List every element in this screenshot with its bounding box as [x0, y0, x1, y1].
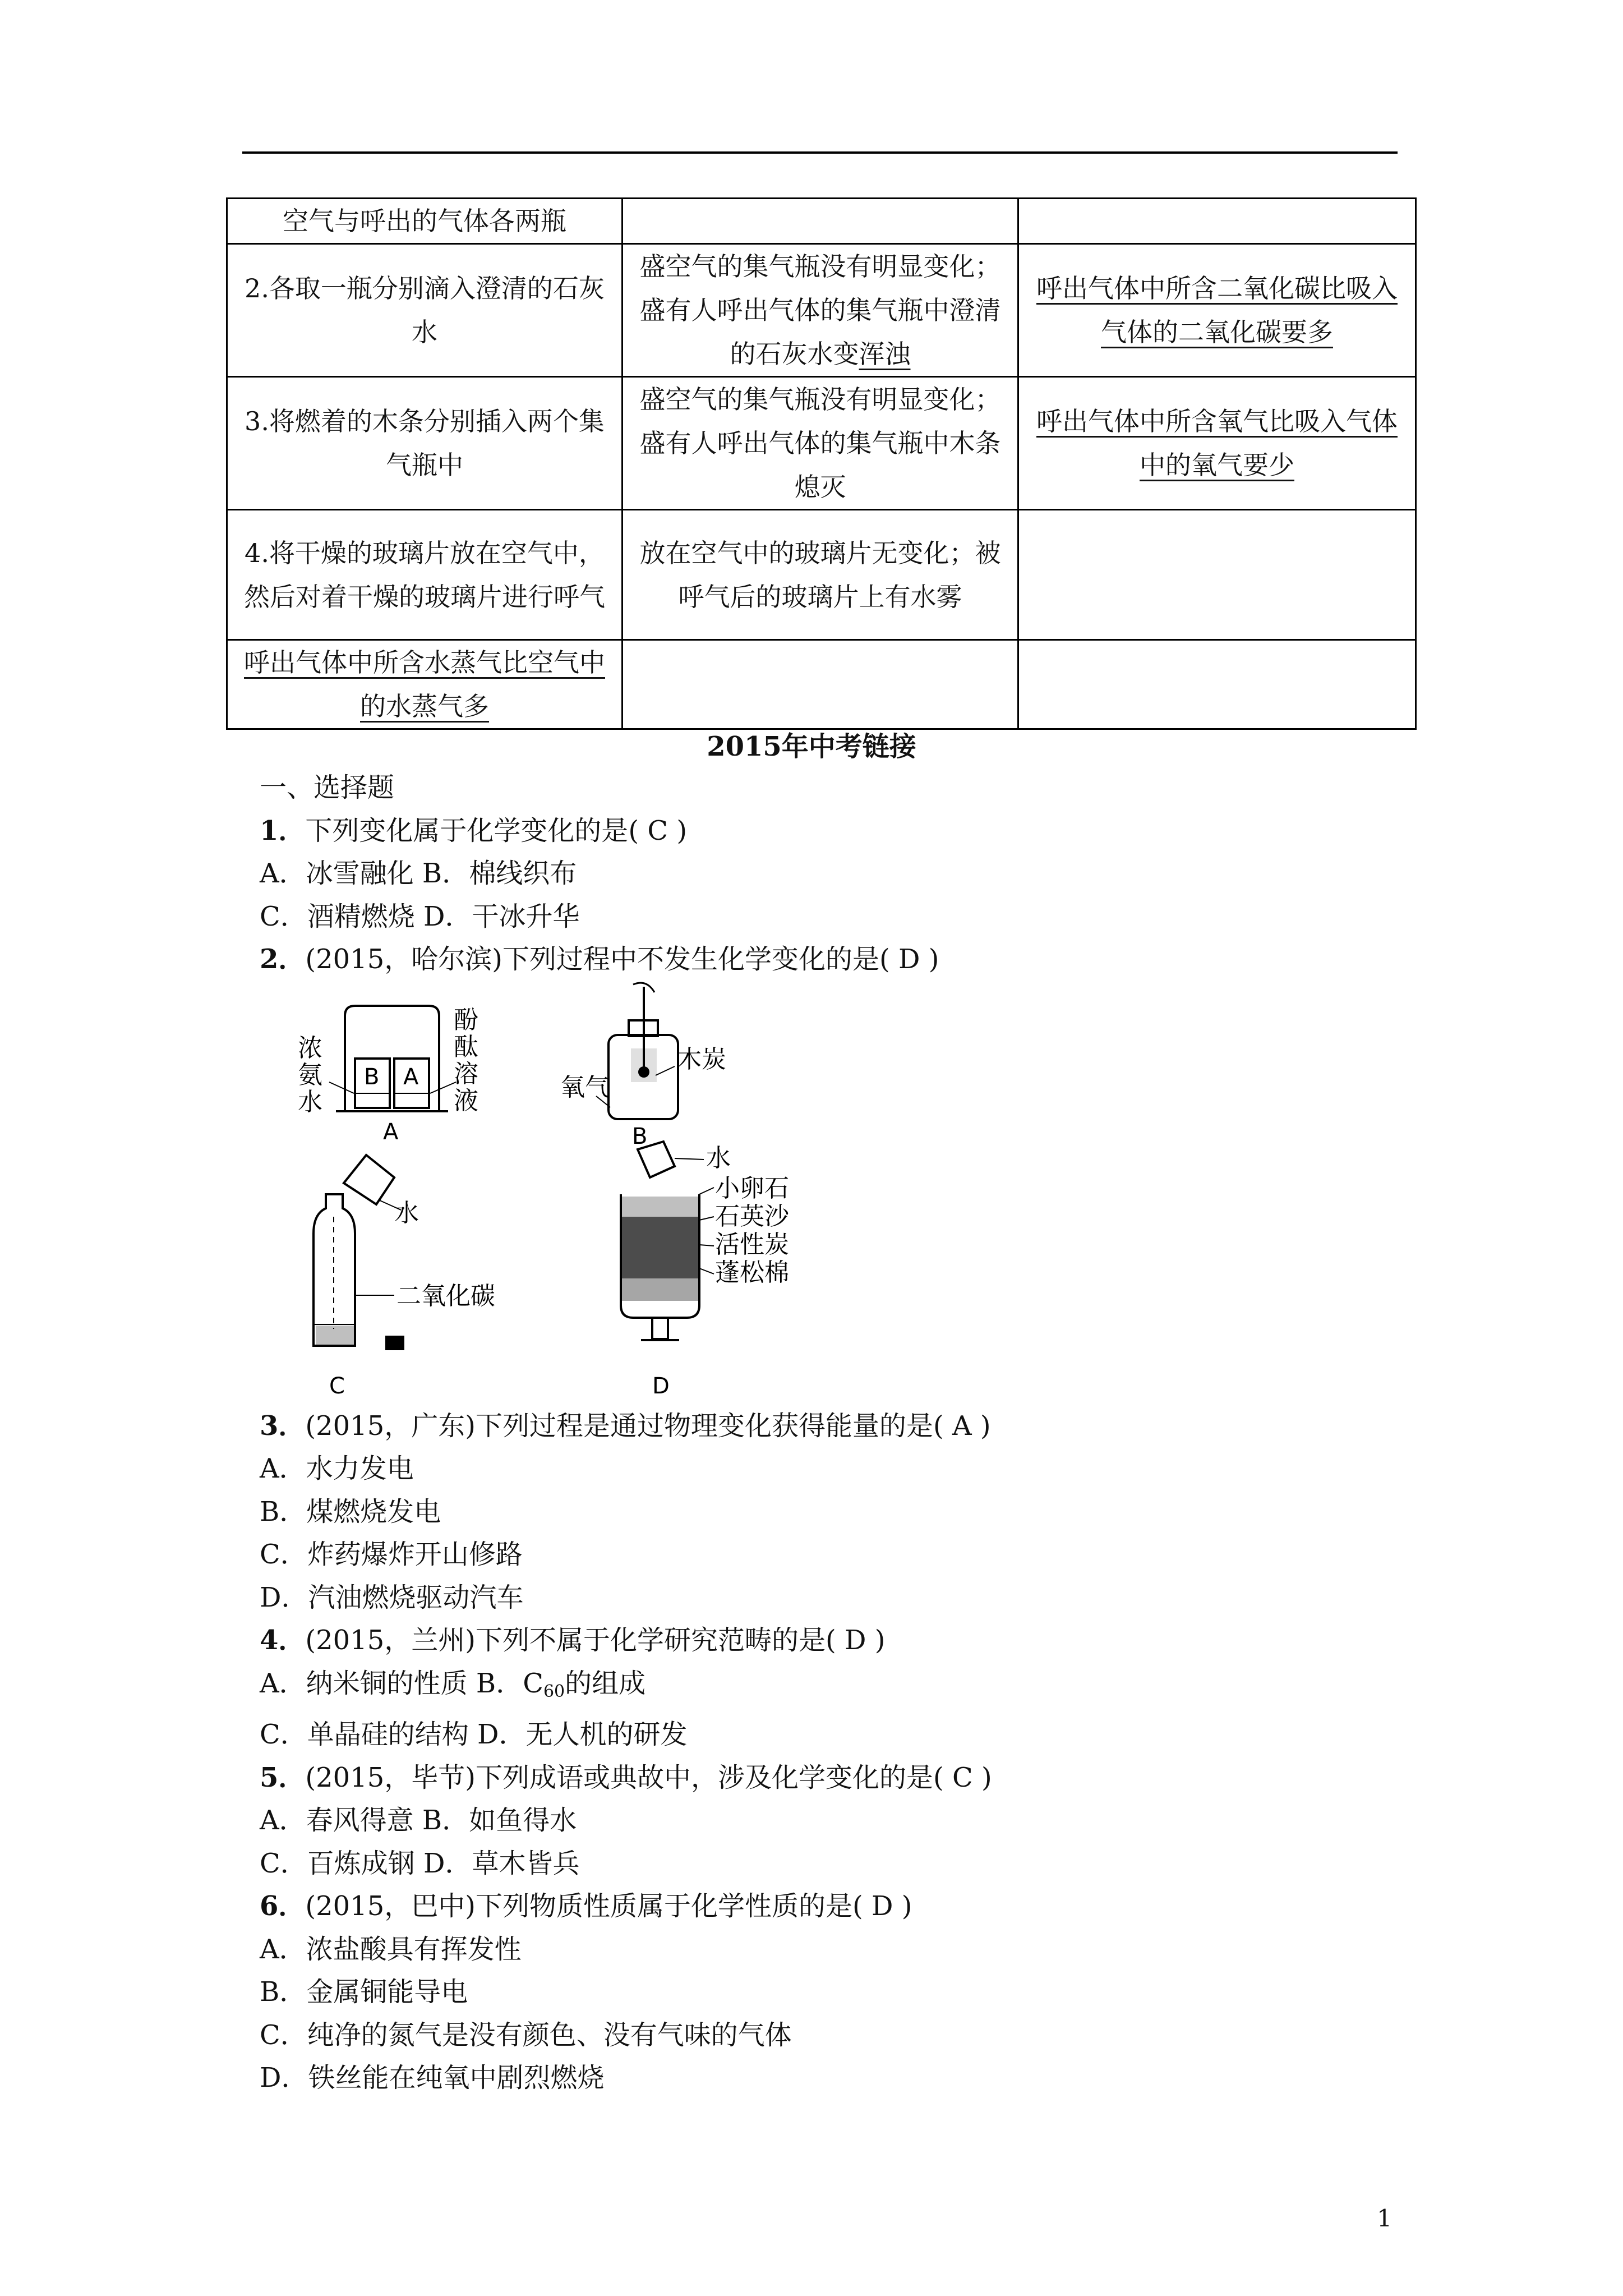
co2-label: 二氧化碳	[396, 1281, 495, 1310]
answer-text: 浑浊	[859, 339, 911, 369]
option-line: A．浓盐酸具有挥发性	[260, 1933, 522, 1965]
question-stem: 6．(2015，巴中)下列物质性质属于化学性质的是( D )	[260, 1890, 912, 1922]
option-line: D．铁丝能在纯氧中剧烈燃烧	[260, 2062, 605, 2093]
table-row	[227, 244, 1416, 377]
table-row	[227, 199, 1416, 244]
question-stem: 2．(2015，哈尔滨)下列过程中不发生化学变化的是( D )	[260, 944, 939, 975]
question-stem: 3．(2015，广东)下列过程是通过物理变化获得能量的是( A )	[260, 1410, 991, 1442]
cell: 放在空气中的玻璃片无变化；被呼气后的玻璃片上有水雾	[623, 510, 1018, 640]
beaker-b-label: B	[364, 1064, 380, 1090]
option-line: C．酒精燃烧 D．干冰升华	[260, 900, 580, 932]
cell	[623, 244, 1018, 377]
svg-text:氨: 氨	[298, 1060, 322, 1089]
table-row	[227, 640, 1416, 729]
option-line: B．煤燃烧发电	[260, 1496, 441, 1527]
svg-text:石英沙: 石英沙	[715, 1202, 789, 1231]
svg-text:蓬松棉: 蓬松棉	[715, 1258, 789, 1287]
section-title: 2015年中考链接	[707, 731, 916, 762]
cell	[1018, 199, 1416, 244]
svg-text:活性炭: 活性炭	[715, 1230, 789, 1259]
option-line: D．汽油燃烧驱动汽车	[260, 1581, 524, 1613]
fig-c-label: C	[329, 1373, 345, 1399]
part-title: 一、选择题	[260, 772, 395, 803]
option-line: C．单晶硅的结构 D．无人机的研发	[260, 1719, 688, 1750]
beaker-a-label: A	[403, 1064, 419, 1090]
answer-cell: 呼出气体中所含二氧化碳比吸入气体的二氧化碳要多	[1018, 244, 1416, 377]
question-stem: 4．(2015，兰州)下列不属于化学研究范畴的是( D )	[260, 1625, 886, 1656]
header-rule	[242, 151, 1398, 154]
layer-label: 水	[706, 1143, 731, 1172]
option-line: A．水力发电	[260, 1453, 414, 1484]
question-stem: 1．下列变化属于化学变化的是( C )	[260, 815, 688, 846]
option-line: A．冰雪融化 B．棉线织布	[260, 858, 577, 889]
answer-cell: 呼出气体中所含水蒸气比空气中的水蒸气多	[227, 640, 623, 729]
option-line: A．春风得意 B．如鱼得水	[260, 1805, 577, 1836]
svg-text:小卵石: 小卵石	[715, 1174, 789, 1203]
fig-d-label: D	[652, 1373, 670, 1399]
cell	[1018, 510, 1416, 640]
experiment-figure	[260, 981, 1550, 1405]
cell: 空气与呼出的气体各两瓶	[227, 199, 623, 244]
fig-a-left-char: 浓	[298, 1033, 322, 1062]
cell-text: 盛空气的集气瓶没有明显变化；盛有人呼出气体的集气瓶中澄清的石灰水变	[639, 251, 1001, 369]
fig-a-right-char: 酚	[454, 1005, 478, 1034]
apparatus-diagram	[282, 981, 843, 1405]
page-number: 1	[1377, 2205, 1392, 2232]
svg-text:液: 液	[454, 1086, 478, 1115]
option-line: A．纳米铜的性质 B．$C_{60}$的组成	[260, 1667, 646, 1701]
experiment-table	[226, 197, 1417, 730]
option-line: C．炸药爆炸开山修路	[260, 1539, 523, 1570]
water-label: 水	[394, 1198, 419, 1227]
cell: 2.各取一瓶分别滴入澄清的石灰水	[227, 244, 623, 377]
question-list	[260, 766, 1550, 2100]
svg-text:酞: 酞	[454, 1032, 478, 1061]
pouring-beaker	[344, 1155, 394, 1204]
svg-text:水: 水	[298, 1087, 322, 1116]
oxygen-label: 氧气	[560, 1073, 610, 1102]
answer-cell: 呼出气体中所含氧气比吸入气体中的氧气要少	[1018, 377, 1416, 510]
option-line: C．百炼成钢 D．草木皆兵	[260, 1847, 580, 1879]
cell: 盛空气的集气瓶没有明显变化；盛有人呼出气体的集气瓶中木条熄灭	[623, 377, 1018, 510]
charcoal-label: 木炭	[677, 1045, 726, 1074]
option-line: B．金属铜能导电	[260, 1976, 468, 2008]
fig-a-label: A	[383, 1119, 399, 1145]
cell	[623, 640, 1018, 729]
question-stem: 5．(2015，毕节)下列成语或典故中，涉及化学变化的是( C )	[260, 1761, 992, 1793]
cell: 4.将干燥的玻璃片放在空气中，然后对着干燥的玻璃片进行呼气	[227, 510, 623, 640]
cell	[1018, 640, 1416, 729]
cell: 3.将燃着的木条分别插入两个集气瓶中	[227, 377, 623, 510]
option-line: C．纯净的氮气是没有颜色、没有气味的气体	[260, 2019, 792, 2051]
cell	[623, 199, 1018, 244]
svg-text:溶: 溶	[454, 1059, 478, 1088]
fig-b-label: B	[632, 1123, 648, 1149]
table-row	[227, 510, 1416, 640]
table-row	[227, 377, 1416, 510]
